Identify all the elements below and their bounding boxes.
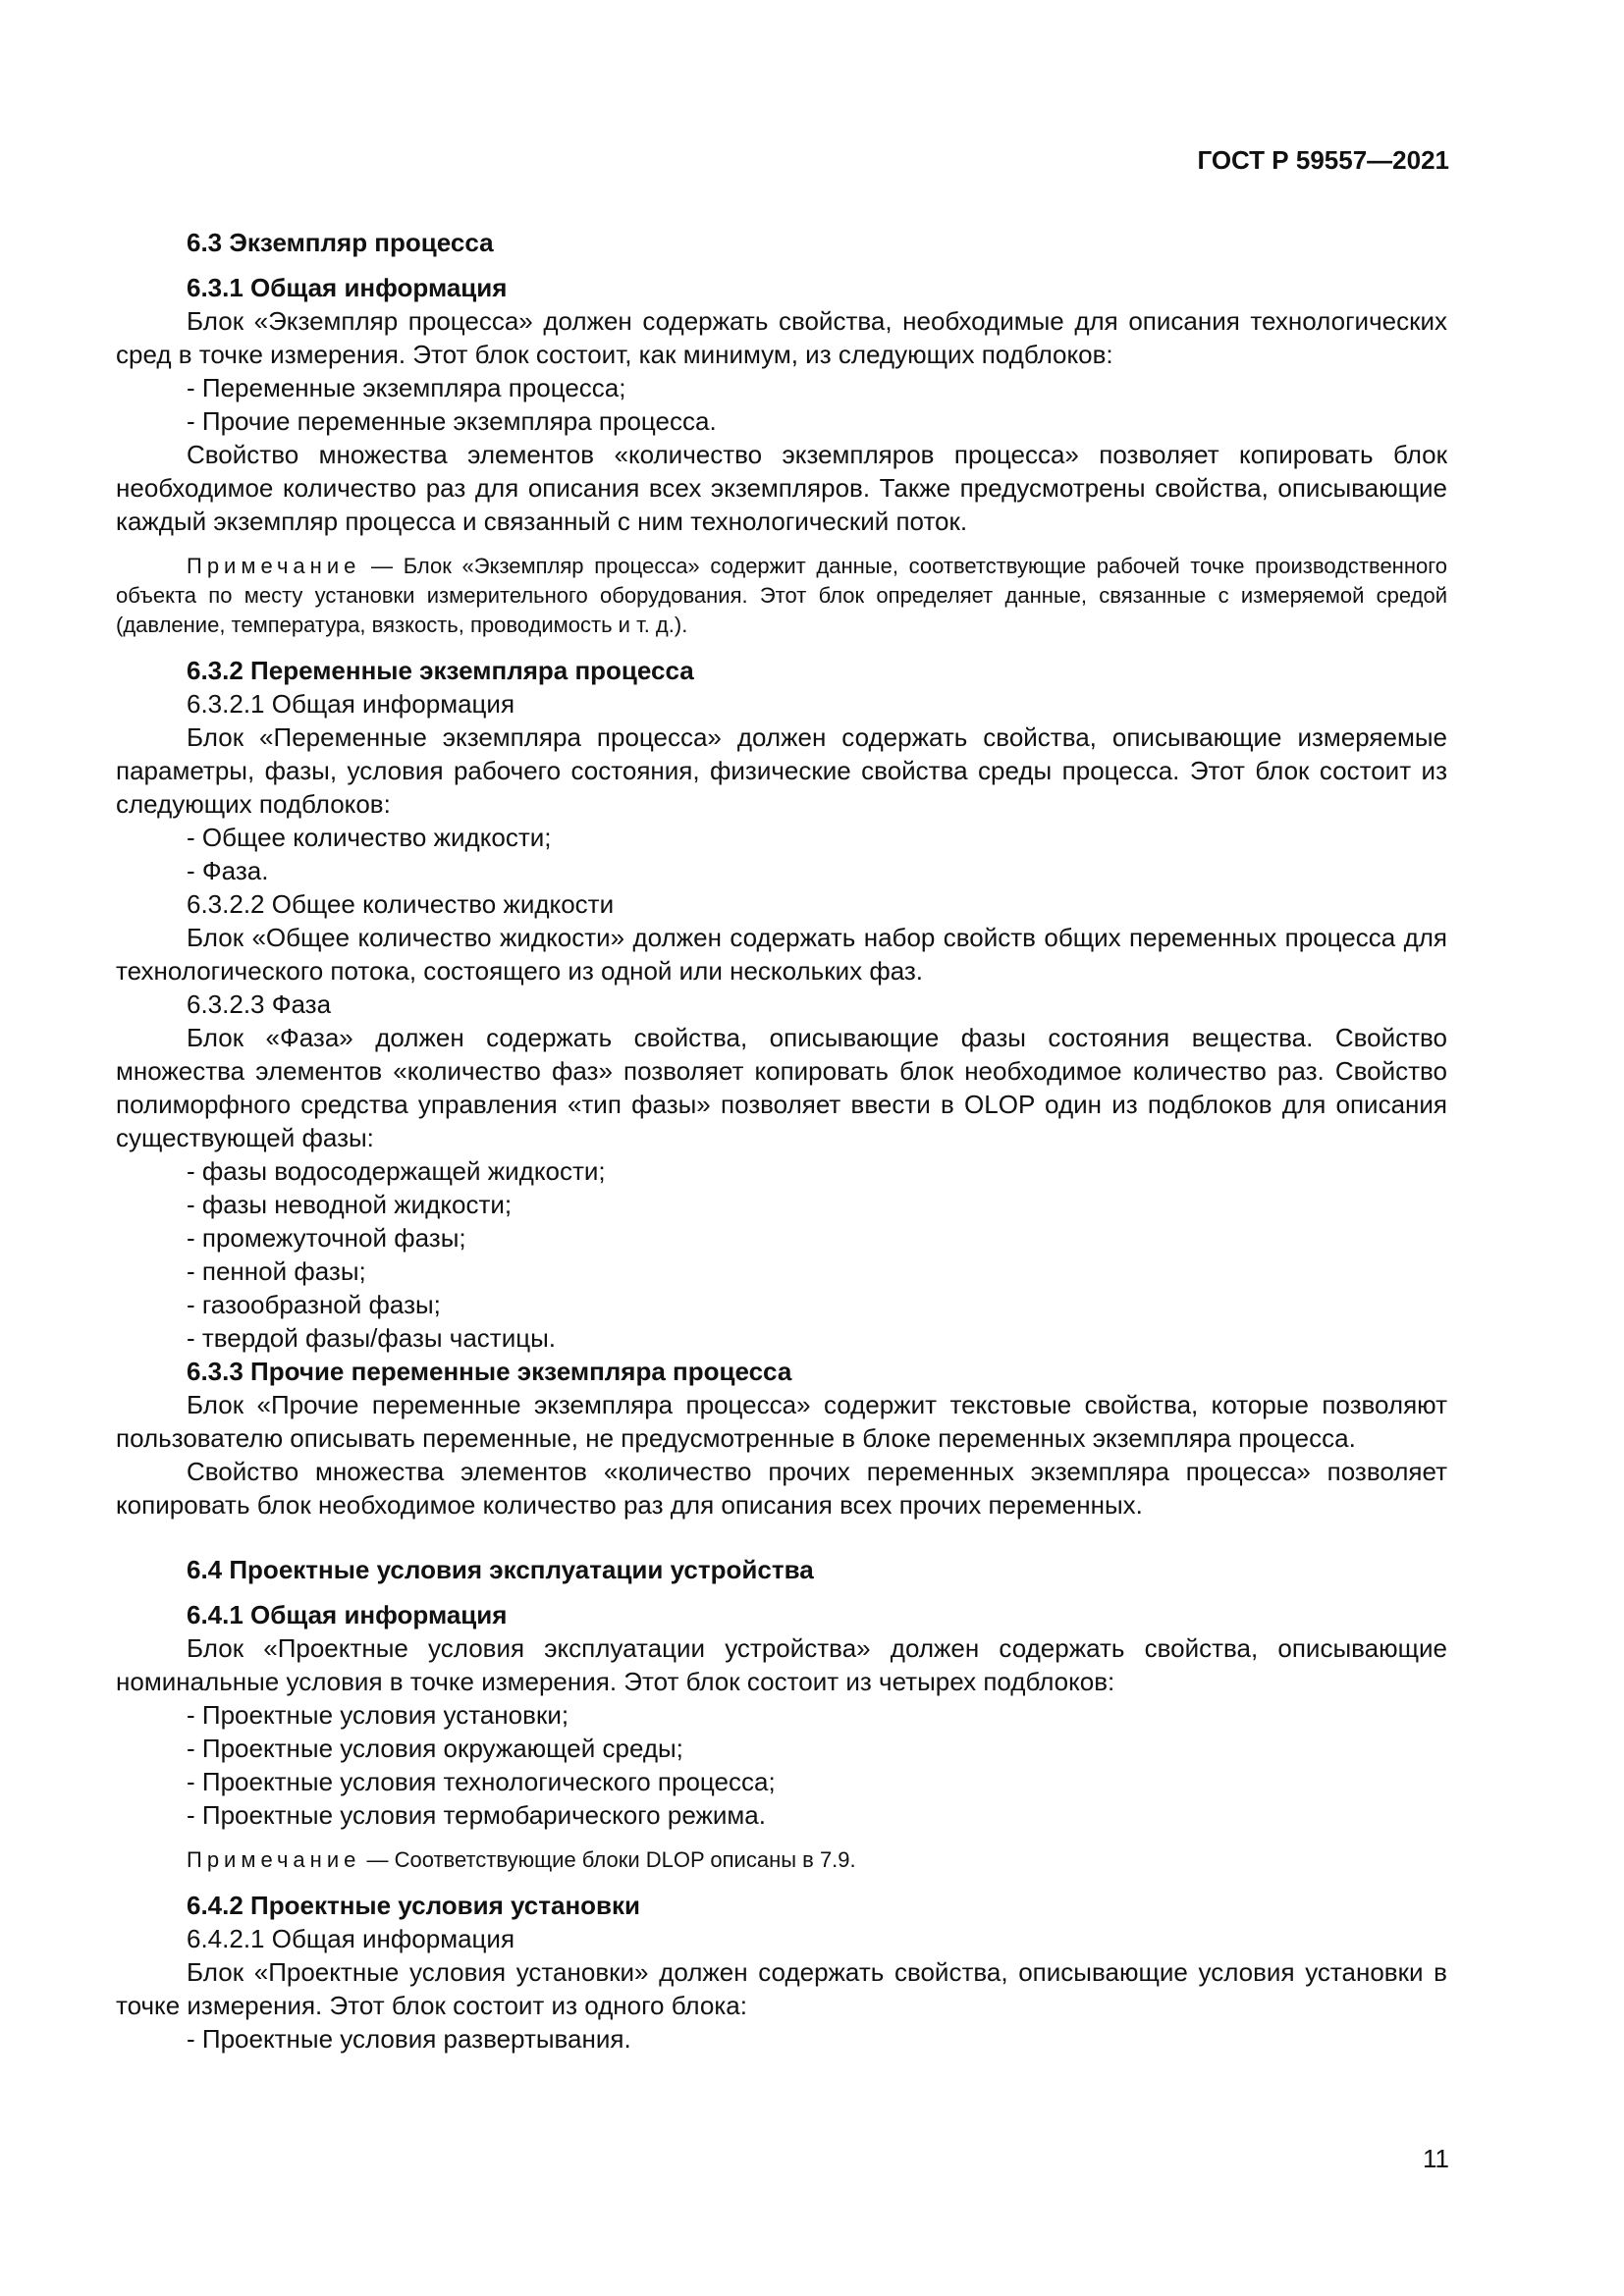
paragraph: Блок «Переменные экземпляра процесса» должен содержать свойства, описывающие измеряемые параметры, фазы, условия рабочего состояния, физические свойства среды процесса. Этот блок состоит из следующих подблоков:	[116, 722, 1447, 819]
list-item: - Общее количество жидкости;	[187, 823, 552, 852]
list-item: - твердой фазы/фазы частицы.	[187, 1323, 557, 1353]
section-6-3-2-title: 6.3.2 Переменные экземпляра процесса	[187, 656, 694, 685]
subsection-6-4-2-1-title: 6.4.2.1 Общая информация	[187, 1924, 515, 1953]
list-item: - Проектные условия установки;	[187, 1700, 569, 1730]
section-6-4-2-title: 6.4.2 Проектные условия установки	[187, 1891, 641, 1920]
subsection-6-3-2-1-title: 6.3.2.1 Общая информация	[187, 689, 515, 719]
list-item: - Проектные условия технологического процесса;	[187, 1767, 776, 1796]
subsection-6-3-2-2-title: 6.3.2.2 Общее количество жидкости	[187, 889, 615, 919]
paragraph: Блок «Проектные условия эксплуатации устройства» должен содержать свойства, описывающие номинальные условия в точке измерения. Этот блок состоит из четырех подблоков:	[116, 1633, 1447, 1696]
list-item: - Переменные экземпляра процесса;	[187, 373, 626, 402]
note	[116, 1845, 1447, 1875]
paragraph: Блок «Экземпляр процесса» должен содержать свойства, необходимые для описания технологических сред в точке измерения. Этот блок состоит, как минимум, из следующих подблоков:	[116, 306, 1447, 369]
paragraph: Блок «Общее количество жидкости» должен содержать набор свойств общих переменных процесса для технологического потока, состоящего из одной или нескольких фаз.	[116, 923, 1447, 986]
section-6-4-title: 6.4 Проектные условия эксплуатации устройства	[187, 1555, 814, 1584]
document-code-header: ГОСТ Р 59557—2021	[1197, 145, 1449, 175]
page-content	[116, 226, 1447, 2056]
paragraph: Свойство множества элементов «количество прочих переменных экземпляра процесса» позволяет копировать блок необходимое количество раз для описания всех прочих переменных.	[116, 1457, 1447, 1520]
list-item: - Проектные условия развертывания.	[187, 2024, 631, 2054]
section-6-3-title: 6.3 Экземпляр процесса	[187, 228, 494, 257]
list-item: - фазы неводной жидкости;	[187, 1190, 513, 1219]
list-item: - Проектные условия термобарического режима.	[187, 1800, 766, 1830]
list-item: - Фаза.	[187, 856, 269, 885]
list-item: - Проектные условия окружающей среды;	[187, 1734, 683, 1763]
note-text: — Блок «Экземпляр процесса» содержит данные, соответствующие рабочей точке производственного объекта по месту установки измерительного оборудования. Этот блок определяет данные, связанные с измеряемой средой (давление, температура, вязкость, проводимость и т. д.).	[116, 554, 1447, 637]
note	[116, 552, 1447, 640]
note-text: — Соответствующие блоки DLOP описаны в 7.9.	[360, 1847, 856, 1872]
list-item: - пенной фазы;	[187, 1256, 366, 1286]
section-6-3-3-title: 6.3.3 Прочие переменные экземпляра процесса	[187, 1357, 792, 1386]
note-label: Примечание	[187, 1847, 361, 1872]
list-item: - фазы водосодержащей жидкости;	[187, 1156, 606, 1186]
list-item: - газообразной фазы;	[187, 1290, 441, 1319]
subsection-6-3-2-3-title: 6.3.2.3 Фаза	[187, 989, 332, 1019]
section-6-3-1-title: 6.3.1 Общая информация	[187, 273, 508, 302]
paragraph: Блок «Проектные условия установки» должен содержать свойства, описывающие условия установки в точке измерения. Этот блок состоит из одного блока:	[116, 1957, 1447, 2020]
paragraph: Блок «Прочие переменные экземпляра процесса» содержит текстовые свойства, которые позволяют пользователю описывать переменные, не предусмотренные в блоке переменных экземпляра процесса.	[116, 1390, 1447, 1453]
list-item: - Прочие переменные экземпляра процесса.	[187, 406, 717, 436]
list-item: - промежуточной фазы;	[187, 1223, 466, 1253]
page-number: 11	[1423, 2144, 1449, 2173]
paragraph: Блок «Фаза» должен содержать свойства, описывающие фазы состояния вещества. Свойство множества элементов «количество фаз» позволяет копировать блок необходимое количество раз. Свойство полиморфного средства управления «тип фазы» позволяет ввести в OLOP один из подблоков для описания существующей фазы:	[116, 1023, 1447, 1152]
section-6-4-1-title: 6.4.1 Общая информация	[187, 1600, 508, 1629]
paragraph: Свойство множества элементов «количество экземпляров процесса» позволяет копировать блок необходимое количество раз для описания всех экземпляров. Также предусмотрены свойства, описывающие каждый экземпляр процесса и связанный с ним технологический поток.	[116, 440, 1447, 536]
note-label: Примечание	[187, 554, 361, 578]
